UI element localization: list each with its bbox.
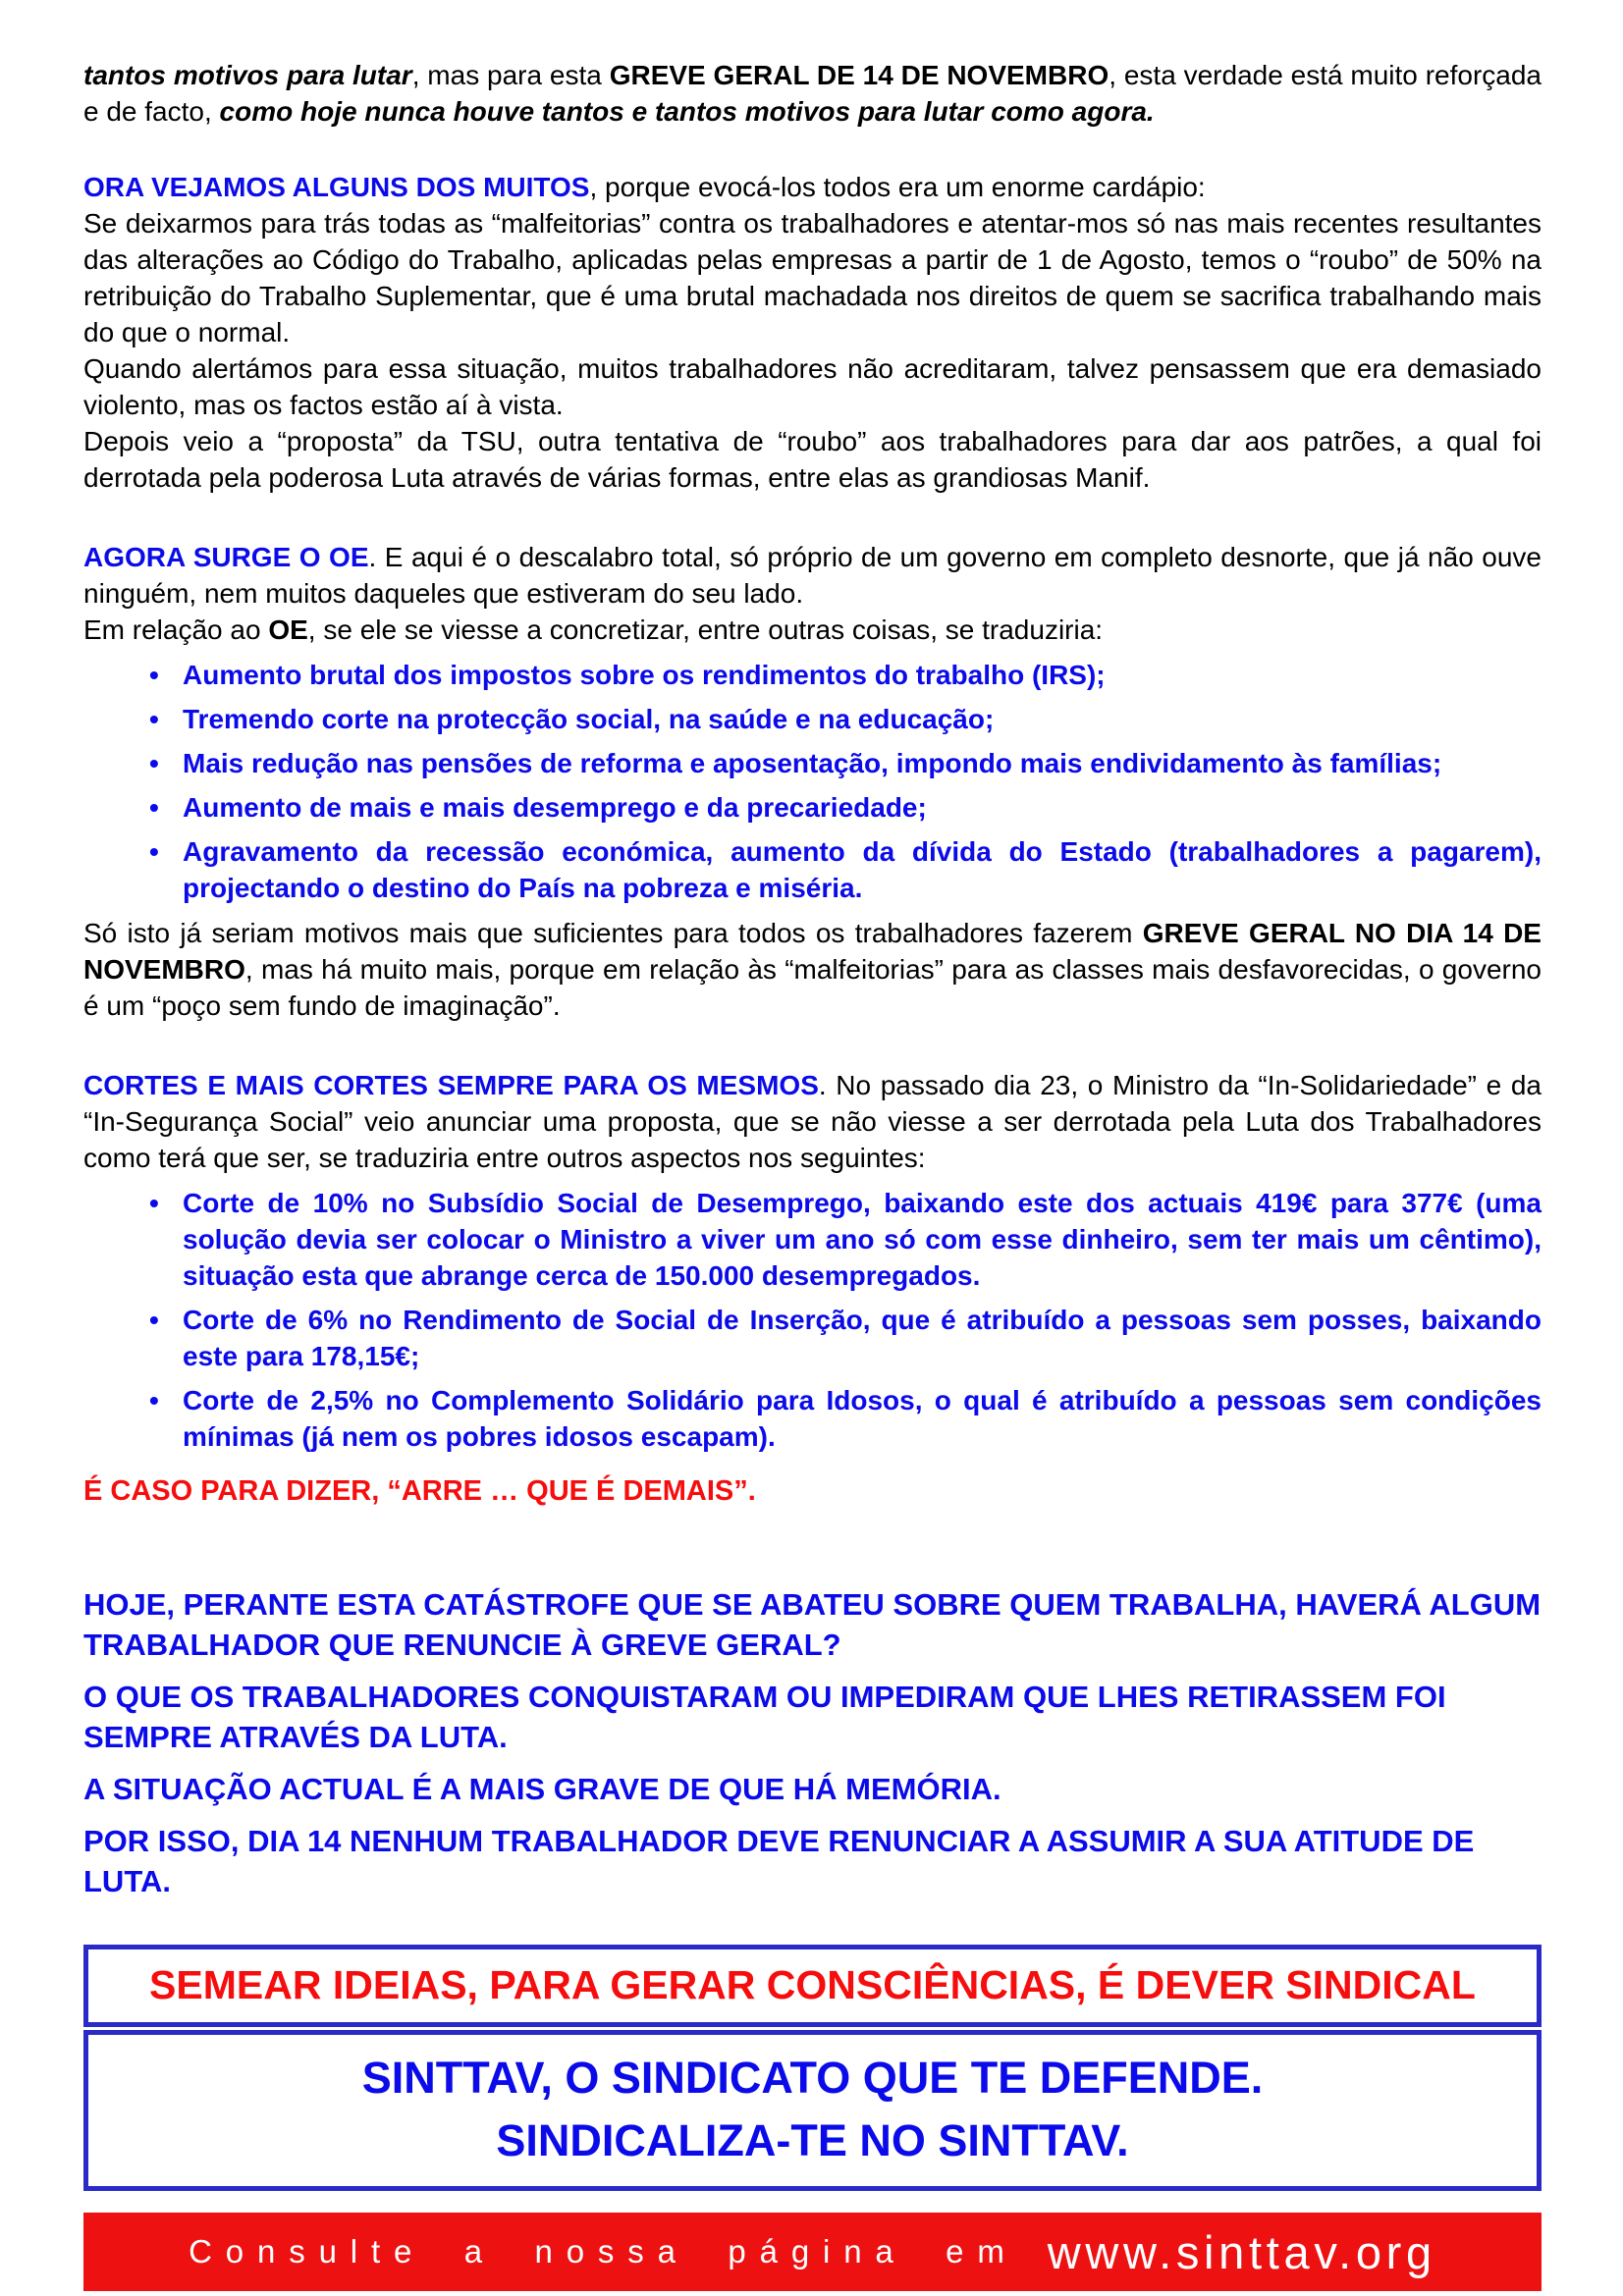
cuts-list [83,1185,1542,1455]
slogan-box-blue [83,2030,1542,2191]
section1-paragraph-1: Se deixarmos para trás todas as “malfeitorias” contra os trabalhadores e atentar-mos só nas mais recentes resultantes das alterações ao Código do Trabalho, aplicadas pelas empresas a partir de 1 de Agosto, temos o “roubo” de 50% na retribuição do Trabalho Suplementar, que é uma brutal machadada nos direitos de quem se sacrifica trabalhando mais do que o normal. [83,208,1542,347]
section2-after-paragraph [83,915,1542,1024]
section2-lead-run-oe: OE [268,614,308,645]
cta-paragraph-1: HOJE, PERANTE ESTA CATÁSTROFE QUE SE ABATEU SOBRE QUEM TRABALHA, HAVERÁ ALGUM TRABALHADOR QUE RENUNCIE À GREVE GERAL? [83,1587,1542,1662]
slogan-blue-line-2: SINDICALIZA-TE NO SINTTAV. [496,2115,1129,2165]
list-item-text: Corte de 10% no Subsídio Social de Desemprego, baixando este dos actuais 419€ para 377€ (uma solução devia ser colocar o Ministro a viver um ano só com esse dinheiro, sem ter mais um cêntimo), situação esta que abrange cerca de 150.000 desempregados. [183,1188,1542,1291]
paragraph-intro [83,57,1542,130]
list-item [183,1382,1542,1455]
list-item [183,789,1542,826]
section2-after-run-2: , mas há muito mais, porque em relação às “malfeitorias” para as classes mais desfavorecidas, o governo é um “poço sem fundo de imaginação”. [83,954,1542,1021]
list-item-text: Aumento de mais e mais desemprego e da precariedade; [183,792,927,823]
section2-lead-run-1: Em relação ao [83,614,269,645]
exclamation-statement: É CASO PARA DIZER, “ARRE … QUE É DEMAIS”. [83,1475,756,1507]
list-item [183,657,1542,693]
section2-after-run-1: Só isto já seriam motivos mais que suficientes para todos os trabalhadores fazerem [83,918,1143,948]
call-to-action-block [83,1584,1542,1901]
list-item [183,833,1542,906]
website-banner-text: Consulte a nossa página em [189,2233,1018,2269]
list-item [183,1302,1542,1374]
cta-paragraph-4: POR ISSO, DIA 14 NENHUM TRABALHADOR DEVE RENUNCIAR A ASSUMIR A SUA ATITUDE DE LUTA. [83,1824,1475,1898]
list-item-text: Agravamento da recessão económica, aumento da dívida do Estado (trabalhadores a pagarem), projectando o destino do País na pobreza e miséria. [183,836,1542,903]
oe-consequences-list [83,657,1542,906]
list-item-text: Mais redução nas pensões de reforma e aposentação, impondo mais endividamento às famílias; [183,748,1442,778]
intro-run-bold-italic-1: tantos motivos para lutar [83,60,412,90]
section1-heading-rest: , porque evocá-los todos era um enorme cardápio: [589,172,1206,202]
list-item [183,701,1542,737]
section2-heading-rest: . E aqui é o descalabro total, só próprio de um governo em completo desnorte, que já não ouve ninguém, nem muitos daqueles que estiveram do seu lado. [83,542,1542,609]
slogan-blue-line-1: SINTTAV, O SINDICATO QUE TE DEFENDE. [361,2053,1264,2103]
list-item [183,745,1542,781]
section2-heading-paragraph [83,539,1542,612]
section1-paragraph-2: Quando alertámos para essa situação, muitos trabalhadores não acreditaram, talvez pensassem que era demasiado violento, mas os factos estão aí à vista. [83,353,1542,420]
section2-after-run-strike: GREVE GERAL NO DIA 14 DE NOVEMBRO [83,918,1542,985]
slogan-box-red [83,1945,1542,2027]
slogan-red-text: SEMEAR IDEIAS, PARA GERAR CONSCIÊNCIAS, É DEVER SINDICAL [149,1962,1476,2007]
cta-paragraph-2: O QUE OS TRABALHADORES CONQUISTARAM OU IMPEDIRAM QUE LHES RETIRASSEM FOI SEMPRE ATRAVÉS DA LUTA. [83,1680,1446,1754]
website-url[interactable]: www.sinttav.org [1047,2225,1436,2278]
section3-heading: CORTES E MAIS CORTES SEMPRE PARA OS MESMOS [83,1070,819,1100]
list-item-text: Corte de 2,5% no Complemento Solidário para Idosos, o qual é atribuído a pessoas sem condições mínimas (já nem os pobres idosos escapam). [183,1385,1542,1452]
intro-run-plain-1: , mas para esta [411,60,610,90]
section2-lead-paragraph [83,612,1542,648]
intro-run-strike-date: GREVE GERAL DE 14 DE NOVEMBRO [609,60,1109,90]
list-item-text: Tremendo corte na protecção social, na saúde e na educação; [183,704,995,734]
section1-paragraph-3: Depois veio a “proposta” da TSU, outra tentativa de “roubo” aos trabalhadores para dar aos patrões, a qual foi derrotada pela poderosa Luta através de várias formas, entre elas as grandiosas Manif. [83,426,1542,493]
cta-paragraph-3: A SITUAÇÃO ACTUAL É A MAIS GRAVE DE QUE HÁ MEMÓRIA. [83,1772,1001,1806]
list-item-text: Corte de 6% no Rendimento de Social de Inserção, que é atribuído a pessoas sem posses, baixando este para 178,15€; [183,1305,1542,1371]
intro-run-bold-italic-2: como hoje nunca houve tantos e tantos motivos para lutar como agora. [219,96,1155,127]
list-item [183,1185,1542,1294]
section3-heading-rest: . No passado dia 23, o Ministro da “In-Solidariedade” e da “In-Segurança Social” veio anunciar uma proposta, que se não viesse a ser derrotada pela Luta dos Trabalhadores como terá que ser, se traduziria entre outros aspectos nos seguintes: [83,1070,1542,1173]
website-banner [83,2213,1542,2291]
section1-heading: ORA VEJAMOS ALGUNS DOS MUITOS [83,172,590,202]
section2-lead-run-2: , se ele se viesse a concretizar, entre outras coisas, se traduziria: [307,614,1104,645]
section3-heading-paragraph [83,1067,1542,1176]
section2-heading: AGORA SURGE O OE [83,542,369,572]
section1-heading-paragraph [83,169,1542,205]
intro-run-plain-2: , esta verdade está muito reforçada e de facto, [83,60,1542,127]
list-item-text: Aumento brutal dos impostos sobre os rendimentos do trabalho (IRS); [183,660,1106,690]
